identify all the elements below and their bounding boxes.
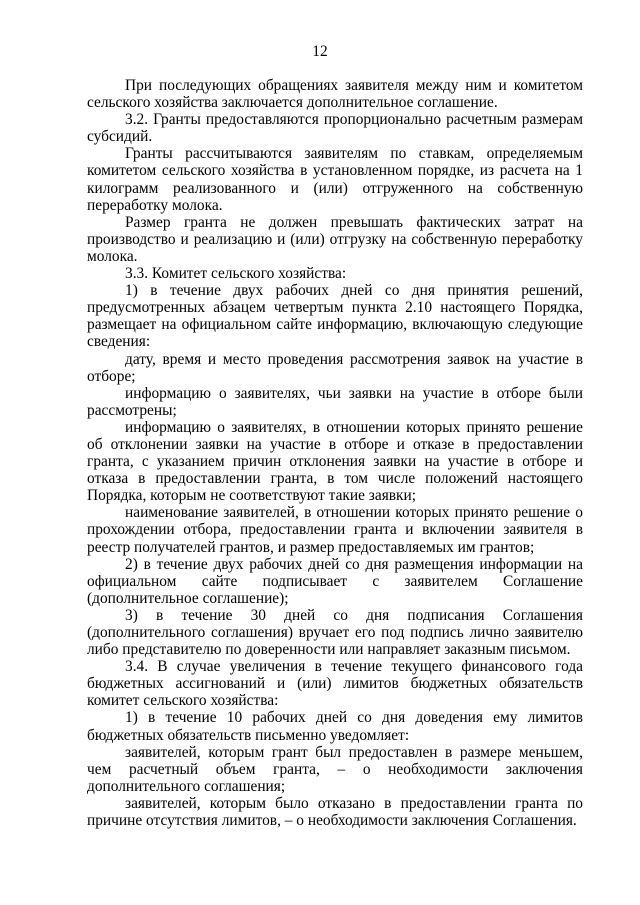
paragraph-rejected-applicants: информацию о заявителях, в отношении которых принято решение об отклонении заявки на участие в отборе и отказе в предоставлении гранта, с указанием причин отклонения заявки на участие в отборе и отказа в предоставлении гранта, в том числе положений настоящего Порядка, которым не соответствуют такие заявки;	[87, 418, 583, 505]
document-body	[87, 77, 583, 829]
paragraph-3-2: 3.2. Гранты предоставляются пропорционально расчетным размерам субсидий.	[87, 111, 583, 146]
paragraph-3-4-item-1: 1) в течение 10 рабочих дней со дня доведения ему лимитов бюджетных обязательств письменно уведомляет:	[87, 709, 583, 744]
paragraph-review-date: дату, время и место проведения рассмотрения заявок на участие в отборе;	[87, 350, 583, 385]
paragraph-selected-applicants: наименование заявителей, в отношении которых принято решение о прохождении отбора, предоставлении гранта и включении заявителя в реестр получателей грантов, и размер предоставляемых им грантов;	[87, 504, 583, 556]
paragraph-3-3-item-2: 2) в течение двух рабочих дней со дня размещения информации на официальном сайте подписывает с заявителем Соглашение (дополнительное соглашение);	[87, 555, 583, 607]
paragraph-3-3-item-1: 1) в течение двух рабочих дней со дня принятия решений, предусмотренных абзацем четвертым пункта 2.10 настоящего Порядка, размещает на официальном сайте информацию, включающую следующие сведения:	[87, 282, 583, 351]
paragraph-3-3-item-3: 3) в течение 30 дней со дня подписания Соглашения (дополнительного соглашения) вручает его под подпись лично заявителю либо представителю по доверенности или направляет заказным письмом.	[87, 606, 583, 659]
paragraph-grant-rates: Гранты рассчитываются заявителям по ставкам, определяемым комитетом сельского хозяйства в установленном порядке, из расчета на 1 килограмм реализованного и (или) отгруженного на собственную переработку молока.	[87, 145, 583, 214]
paragraph-3-4: 3.4. В случае увеличения в течение текущего финансового года бюджетных ассигнований и (или) лимитов бюджетных обязательств комитет сельского хозяйства:	[87, 658, 583, 710]
paragraph-smaller-grant: заявителей, которым грант был предоставлен в размере меньшем, чем расчетный объем гранта, – о необходимости заключения дополнительного соглашения;	[87, 743, 583, 795]
page-number: 12	[312, 43, 328, 60]
paragraph-grant-size: Размер гранта не должен превышать фактических затрат на производство и реализацию и (или) отгрузку на собственную переработку молока.	[87, 213, 583, 265]
paragraph-additional-agreement: При последующих обращениях заявителя между ним и комитетом сельского хозяйства заключается дополнительное соглашение.	[87, 77, 583, 112]
paragraph-refused-grant: заявителей, которым было отказано в предоставлении гранта по причине отсутствия лимитов, – о необходимости заключения Соглашения.	[87, 794, 583, 830]
paragraph-3-3: 3.3. Комитет сельского хозяйства:	[125, 265, 347, 283]
paragraph-reviewed-applicants: информацию о заявителях, чьи заявки на участие в отборе были рассмотрены;	[87, 384, 583, 419]
